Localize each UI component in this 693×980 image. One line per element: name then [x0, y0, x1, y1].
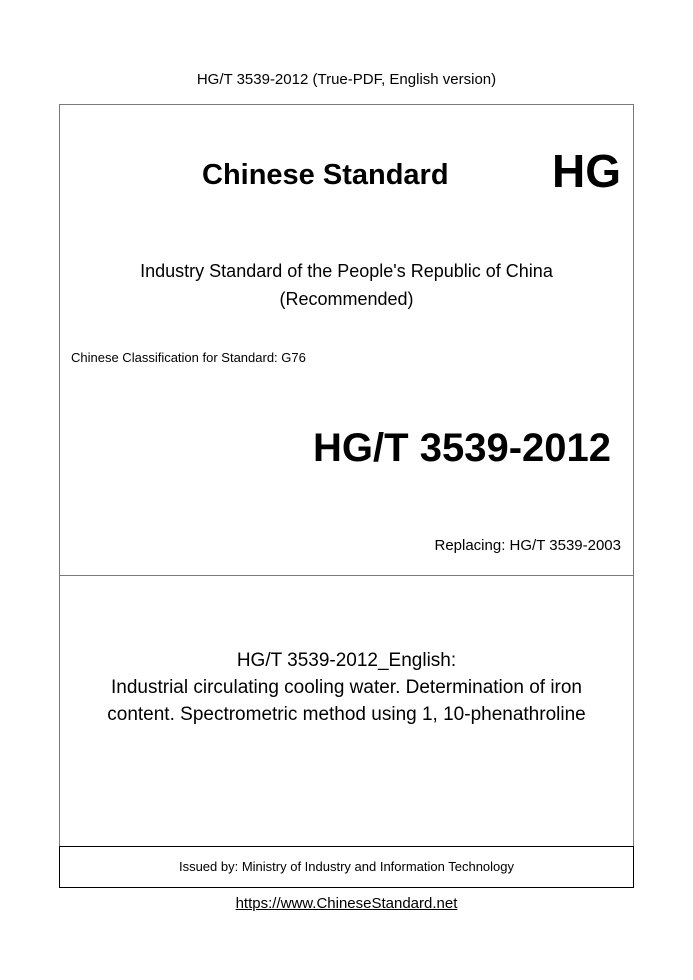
- issuer-label: Issued by: Ministry of Industry and Information Technology: [178, 859, 515, 874]
- document-title-line-2: Industrial circulating cooling water. Determination of iron: [110, 677, 582, 698]
- cover-frame: [59, 104, 634, 886]
- recommended-label: (Recommended): [279, 289, 414, 309]
- footer: [0, 894, 693, 914]
- website-link[interactable]: https://www.ChineseStandard.net: [235, 895, 458, 912]
- brand-mark: HG: [552, 145, 621, 197]
- classification-label: Chinese Classification for Standard: G76: [71, 350, 306, 365]
- title-row: [60, 105, 633, 225]
- standard-number: HG/T 3539-2012: [313, 426, 611, 470]
- replacing-label: Replacing: HG/T 3539-2003: [434, 537, 621, 554]
- document-title-line-1: HG/T 3539-2012_English:: [236, 650, 457, 671]
- document-header: HG/T 3539-2012 (True-PDF, English version): [196, 71, 497, 88]
- industry-standard-line: Industry Standard of the People's Republic of China: [140, 261, 553, 281]
- section-divider: [60, 575, 633, 576]
- document-title-line-3: content. Spectrometric method using 1, 10-phenathroline: [107, 704, 586, 725]
- issuer-box: [59, 846, 634, 888]
- brand-title: Chinese Standard: [202, 159, 449, 191]
- document-title: [60, 647, 633, 728]
